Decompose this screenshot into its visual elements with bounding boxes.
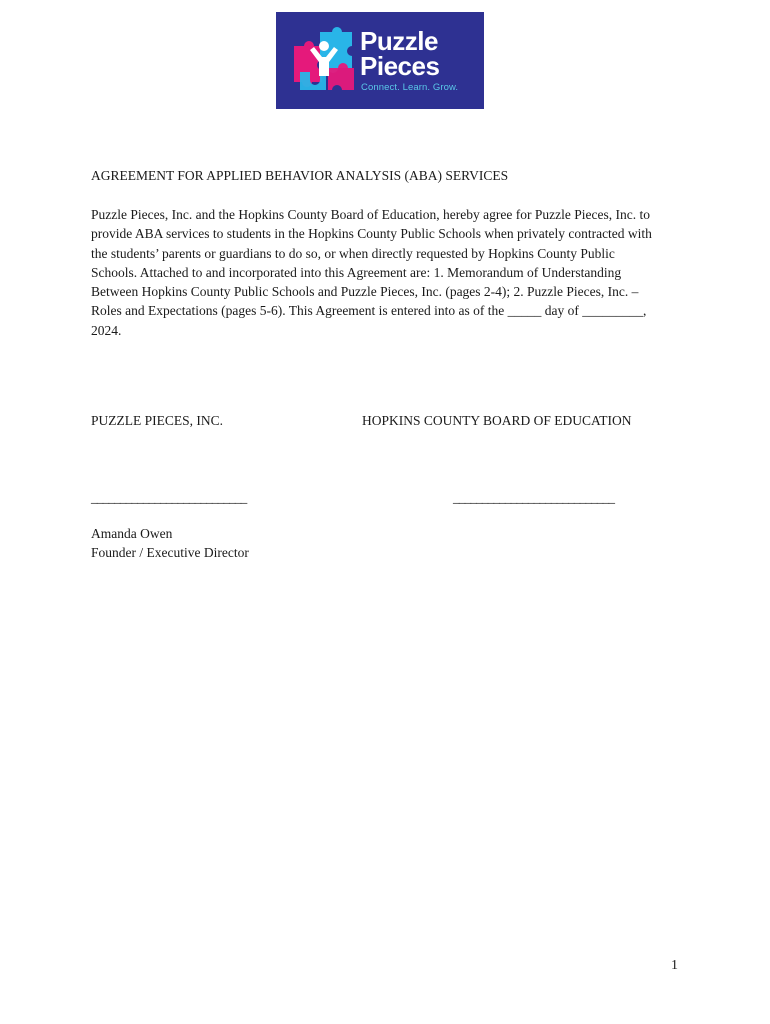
puzzle-pieces-logo [276,12,484,109]
party-hopkins-county: HOPKINS COUNTY BOARD OF EDUCATION [362,413,632,428]
body-line: 2024. [91,322,122,338]
agreement-heading: AGREEMENT FOR APPLIED BEHAVIOR ANALYSIS (ABA) SERVICES [91,168,509,183]
body-line: provide ABA services to students in the Hopkins County Public Schools when privately contracted with [91,226,652,242]
signature-line-left: ___________________________ [91,490,247,505]
body-line: the students’ parents or guardians to do so, or when directly requested by Hopkins County Public [91,245,615,261]
page-number: 1 [671,958,678,973]
logo-word-pieces: Pieces [360,51,440,81]
party-puzzle-pieces: PUZZLE PIECES, INC. [91,413,224,428]
signer-title: Founder / Executive Director [91,545,249,560]
signature-line-right: ____________________________ [453,490,614,505]
signer-name: Amanda Owen [91,526,173,541]
agreement-body [91,205,681,340]
body-line: Puzzle Pieces, Inc. and the Hopkins County Board of Education, hereby agree for Puzzle Pieces, Inc. to [91,207,650,222]
body-line: Schools. Attached to and incorporated into this Agreement are: 1. Memorandum of Understanding [91,264,622,280]
body-line: Roles and Expectations (pages 5-6). This Agreement is entered into as of the _____ day of _________, [91,303,647,319]
puzzle-pieces-person-icon [290,24,358,96]
logo-tagline: Connect. Learn. Grow. [361,82,459,93]
logo-word-puzzle: Puzzle [360,26,438,56]
body-line: Between Hopkins County Public Schools and Puzzle Pieces, Inc. (pages 2-4); 2. Puzzle Pieces, Inc. – [91,284,639,300]
